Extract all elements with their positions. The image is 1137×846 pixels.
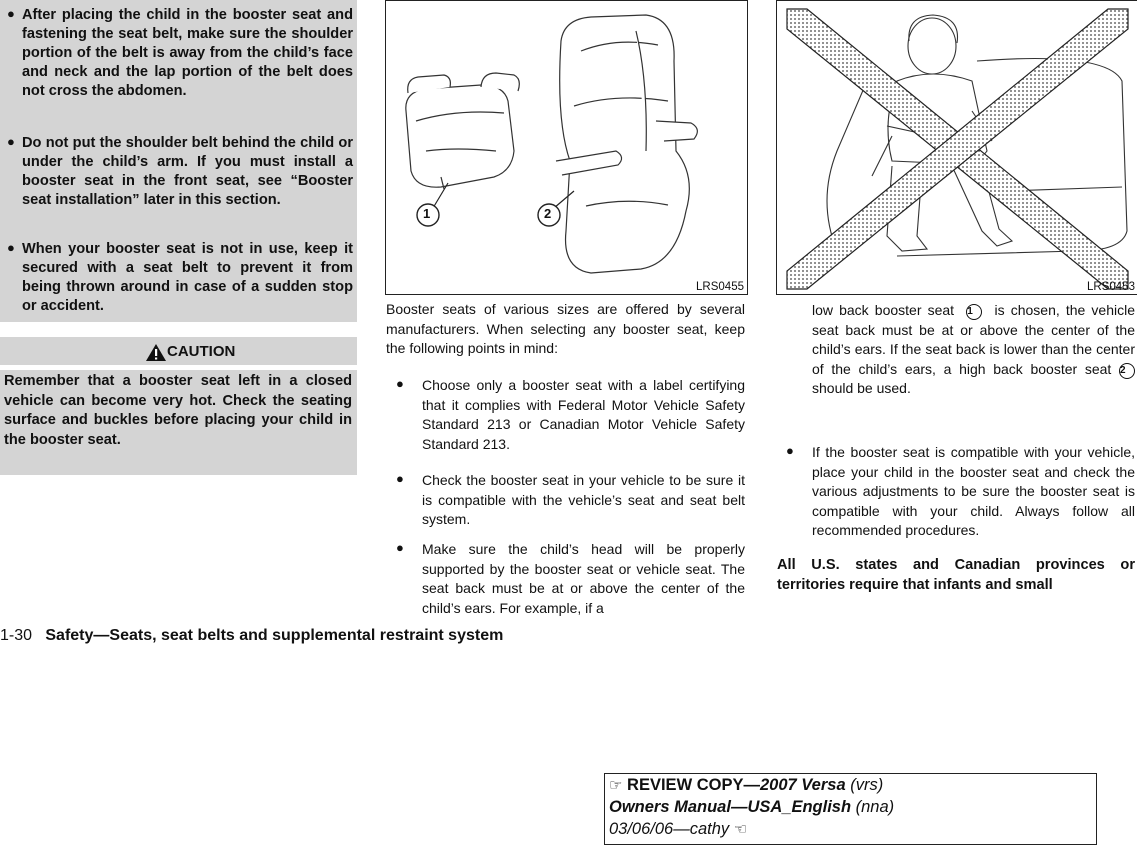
review-line-2: Owners Manual—USA_English (nna) xyxy=(609,798,895,816)
caution-box xyxy=(0,370,357,475)
child-seat-illustration xyxy=(777,1,1137,294)
figure-incorrect-booster-use xyxy=(776,0,1137,295)
list-item-text: Make sure the child’s head will be properly supported by the booster seat or vehicle seat. The seat back must be at or above the center of the child’s ears. For example, if a xyxy=(422,541,745,616)
page-number: 1-30 xyxy=(0,627,33,644)
review-line-1: ☞ REVIEW COPY—2007 Versa (vrs) xyxy=(609,776,884,794)
warning-box xyxy=(0,0,357,322)
list-item-text: If the booster seat is compatible with your vehicle, place your child in the booster seat and check the various adjustments to be sure the booster seat is compatible with your child. Always follow all recommended procedures. xyxy=(812,444,1135,538)
callout-1-label: 1 xyxy=(423,206,431,221)
bullet-icon: ● xyxy=(786,443,794,458)
figure-code: LRS0453 xyxy=(1087,281,1135,293)
bullet-icon: ● xyxy=(396,471,404,486)
continued-paragraph: low back booster seat 1 is chosen, the vehicle seat back must be at or above the center of the child’s ears. If the seat back is lower than the center of the child’s ears, a high back booster seat 2 should be used. xyxy=(812,302,1136,396)
caution-header xyxy=(0,337,357,365)
callout-2-label: 2 xyxy=(544,206,552,221)
warning-triangle-icon xyxy=(145,343,167,362)
review-copy-box xyxy=(604,773,1097,845)
bullet-icon: ● xyxy=(396,376,404,391)
bullet-icon: ● xyxy=(7,240,15,255)
callout-2-marker: 2 xyxy=(1119,363,1135,379)
bullet-icon: ● xyxy=(396,540,404,555)
bullet-icon: ● xyxy=(7,134,15,149)
figure-booster-seats xyxy=(385,0,748,295)
list-item-text: Check the booster seat in your vehicle to be sure it is compatible with the vehicle’s seat and seat belt system. xyxy=(422,472,745,527)
bullet-icon: ● xyxy=(7,6,15,21)
warning-text: Do not put the shoulder belt behind the child or under the child’s arm. If you must install a booster seat in the front seat, see “Booster seat installation” later in this section. xyxy=(22,135,353,208)
callout-1-marker: 1 xyxy=(966,304,982,320)
warning-text: When your booster seat is not in use, keep it secured with a seat belt to prevent it from being thrown around in case of a sudden stop or accident. xyxy=(22,241,353,314)
review-line-3: 03/06/06—cathy ☜ xyxy=(609,820,748,838)
page-footer xyxy=(0,627,503,645)
caution-title: CAUTION xyxy=(167,343,236,360)
section-title: Safety—Seats, seat belts and supplemental restraint system xyxy=(45,627,504,644)
figure-code: LRS0455 xyxy=(696,281,744,293)
pointing-hand-icon: ☞ xyxy=(609,777,623,794)
list-item-text: Choose only a booster seat with a label certifying that it complies with Federal Motor Vehicle Safety Standard 213 or Canadian Motor Vehicle Safety Standard 213. xyxy=(422,377,745,452)
bold-paragraph: All U.S. states and Canadian provinces or territories require that infants and small xyxy=(777,557,1135,593)
warning-text: After placing the child in the booster seat and fastening the seat belt, make sure the shoulder portion of the belt is away from the child’s face and neck and the lap portion of the belt does not cross the abdomen. xyxy=(22,7,353,99)
pointing-hand-icon: ☜ xyxy=(733,821,748,838)
caution-text: Remember that a booster seat left in a closed vehicle can become very hot. Check the seating surface and buckles before placing your child in the booster seat. xyxy=(4,373,352,448)
booster-seats-illustration xyxy=(386,1,747,294)
intro-paragraph: Booster seats of various sizes are offered by several manufacturers. When selecting any booster seat, keep the following points in mind: xyxy=(386,301,745,356)
